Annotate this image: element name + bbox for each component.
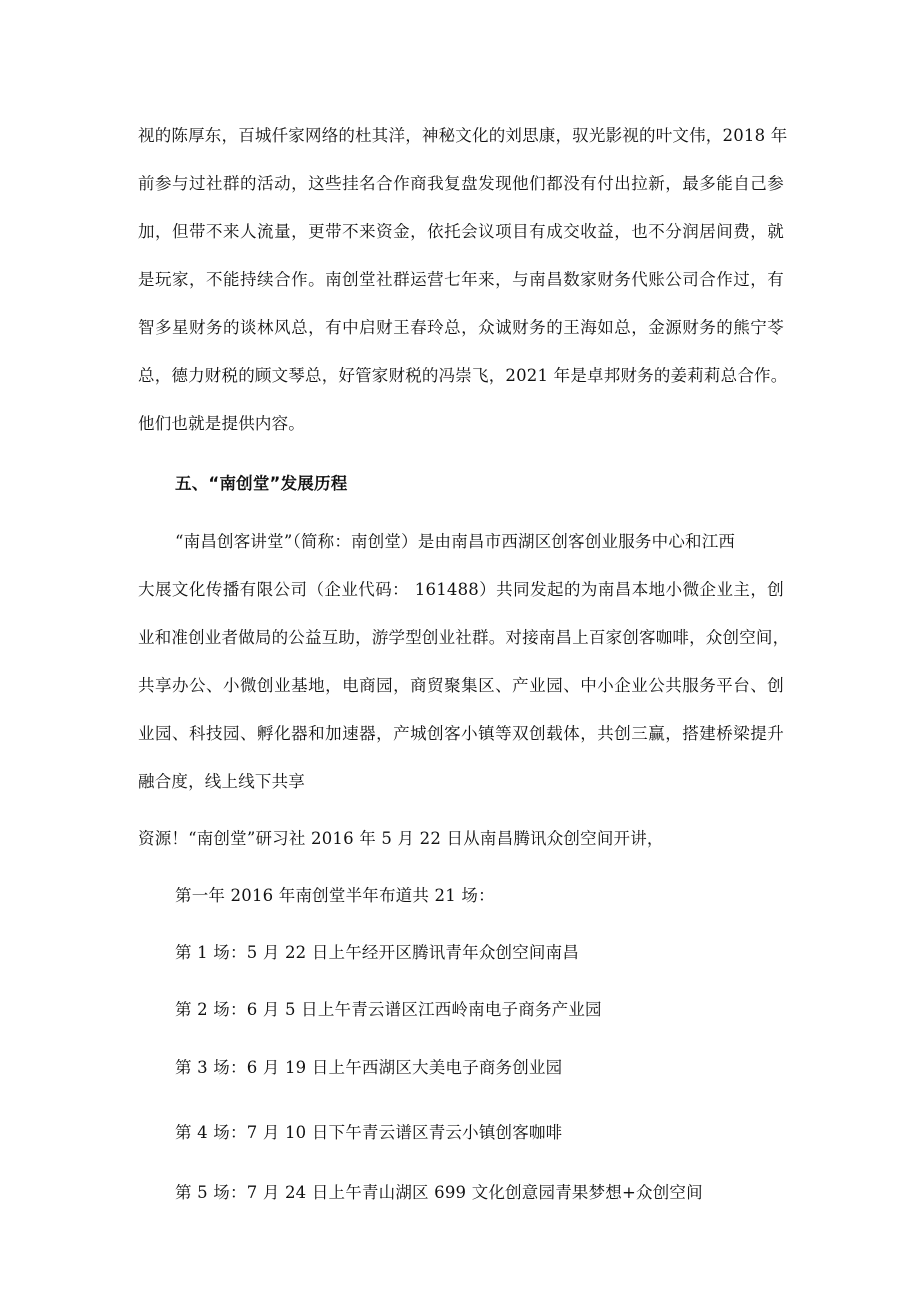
paragraph-line: 视的陈厚东，百城仟家网络的杜其洋，神秘文化的刘思康，驭光影视的叶文伟，2018 年 <box>138 126 788 145</box>
session-item: 第 2 场：6 月 5 日上午青云谱区江西岭南电子商务产业园 <box>175 1000 602 1019</box>
paragraph-line: 业园、科技园、孵化器和加速器，产城创客小镇等双创载体，共创三赢，搭建桥梁提升 <box>138 724 784 743</box>
paragraph-line: 第一年 2016 年南创堂半年布道共 21 场： <box>175 886 495 905</box>
paragraph-line: 大展文化传播有限公司（企业代码： 161488）共同发起的为南昌本地小微企业主，创 <box>138 580 784 599</box>
section-heading: 五、“南创堂”发展历程 <box>175 474 348 493</box>
session-item: 第 3 场：6 月 19 日上午西湖区大美电子商务创业园 <box>175 1058 563 1077</box>
paragraph-line: 总，德力财税的顾文琴总，好管家财税的冯崇飞，2021 年是卓邦财务的姜莉莉总合作。 <box>138 366 788 385</box>
paragraph-line: 是玩家，不能持续合作。南创堂社群运营七年来，与南昌数家财务代账公司合作过，有 <box>138 270 784 289</box>
paragraph-line: 智多星财务的谈林风总，有中启财王春玲总，众诚财务的王海如总，金源财务的熊宁苓 <box>138 318 784 337</box>
session-item: 第 1 场：5 月 22 日上午经开区腾讯青年众创空间南昌 <box>175 943 580 962</box>
paragraph-line: 业和准创业者做局的公益互助，游学型创业社群。对接南昌上百家创客咖啡，众创空间， <box>138 628 790 647</box>
paragraph-line: 资源！“南创堂”研习社 2016 年 5 月 22 日从南昌腾讯众创空间开讲， <box>138 829 664 848</box>
session-item: 第 5 场：7 月 24 日上午青山湖区 699 文化创意园青果梦想+众创空间 <box>175 1183 703 1202</box>
paragraph-line: 加，但带不来人流量，更带不来资金，依托会议项目有成交收益，也不分润居间费，就 <box>138 222 784 241</box>
paragraph-line: 他们也就是提供内容。 <box>138 414 305 433</box>
session-item: 第 4 场：7 月 10 日下午青云谱区青云小镇创客咖啡 <box>175 1123 563 1142</box>
paragraph-line: 融合度，线上线下共享 <box>138 772 305 791</box>
paragraph-line: 共享办公、小微创业基地，电商园，商贸聚集区、产业园、中小企业公共服务平台、创 <box>138 676 784 695</box>
paragraph-line: “南昌创客讲堂”（简称：南创堂）是由南昌市西湖区创客创业服务中心和江西 <box>175 532 736 551</box>
paragraph-line: 前参与过社群的活动，这些挂名合作商我复盘发现他们都没有付出拉新，最多能自己参 <box>138 174 784 193</box>
